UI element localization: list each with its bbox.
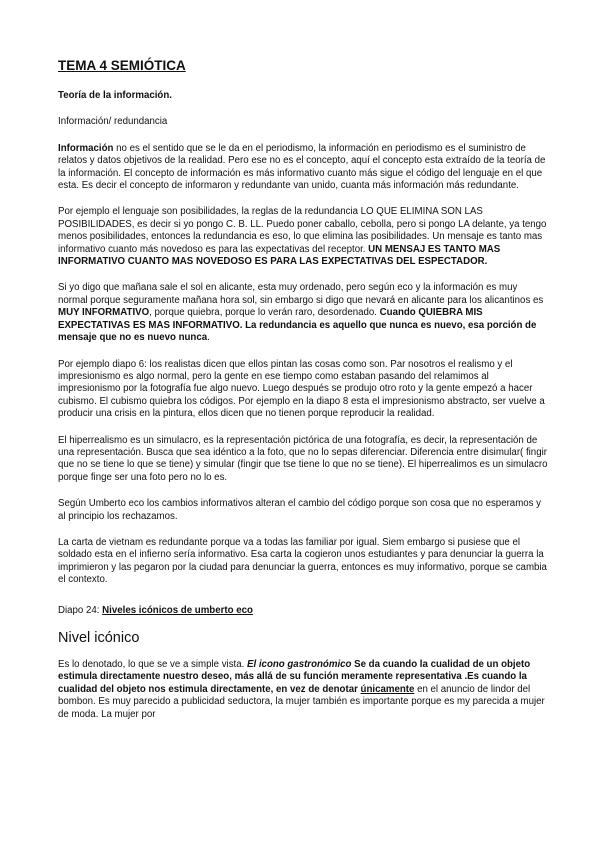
topic-line: Información/ redundancia xyxy=(58,116,168,128)
term-informacion: Información xyxy=(58,142,114,154)
paragraph-text: no es el sentido que se le da en el periodismo, la información en periodismo es el suministro de relatos y datos objetivos de la realidad. Pero ese no es el concepto, aquí el concepto esta extraído de la teoría de la información. El concepto de información es más informativo cuanto más sigue el código del lenguaje en el que esta. Es decir el concepto de informaron y redundante van unido, cuanta más información más redundante. xyxy=(58,142,546,192)
emphasis-text: El icono gastronómico xyxy=(247,659,352,670)
paragraph-text: , porque quiebra, porque lo verán raro, desordenado. xyxy=(149,307,380,319)
paragraph-text: en el anuncio de lindor del bombon. Es muy parecido a publicidad seductora, la mujer también es importante porque es my parecida a mujer de moda. La mujer por xyxy=(58,683,545,720)
paragraph-text: Es lo denotado, lo que se ve a simple vista. xyxy=(58,659,248,670)
paragraph-diapo-6: Por ejemplo diapo 6: los realistas dicen que ellos pintan las cosas como son. Par nosotros el realismo y el impresionismo es algo normal, pero la gente en ese tiempo como estaban pasando del relamimos al impresionismo por la fotografía fue algo nuevo. Luego después se produjo otro roto y la gente empezó a hacer cubismo. El cubismo quiebra los códigos. Por ejemplo en la diapo 8 esta el impresionismo abstracto, ser vuelve a producir una crisis en la pintura, ellos dicen que no tienen porque reproducir la realidad. xyxy=(58,358,545,420)
paragraph-text: Si yo digo que mañana sale el sol en alicante, esta muy ordenado, pero según eco y la información es muy normal porque seguramente mañana hora sol, sin embargo si digo que nevará en alicante para los alicantinos es xyxy=(58,282,544,306)
emphasis-text: únicamente xyxy=(360,683,415,695)
emphasis-text: MUY INFORMATIVO xyxy=(58,307,150,319)
paragraph-informacion xyxy=(58,143,548,193)
emphasis-text: Se da cuando la cualidad de un objeto estimula directamente nuestro deseo, más allá de su función meramente representativa .Es cuando la cualidad del objeto nos estimula directamente, en vez de denotar xyxy=(58,659,531,695)
paragraph-vietnam: La carta de vietnam es redundante porque va a todas las familiar por igual. Siem embargo si pusiese que el soldado esta en el infierno sería informativo. Esa carta la cogieron unos estudiantes y para denunciar la guerra la imprimieron y las pegaron por la ciudad para denunciar la guerra, entonces es muy informativo, porque se cambia el contexto. xyxy=(58,536,547,586)
nivel-iconico-heading: Nivel icónico xyxy=(58,630,140,646)
paragraph-nivel-iconico xyxy=(58,659,548,721)
paragraph-text: . xyxy=(207,332,210,344)
niveles-iconicos-link[interactable]: Niveles icónicos de umberto eco xyxy=(102,604,253,616)
section-subtitle: Teoría de la información. xyxy=(58,90,172,101)
paragraph-hiperrealismo: El hiperrealismo es un simulacro, es la representación pictórica de una fotografía, es decir, la representación de una representación. Busca que sea idéntico a la foto, que no lo sepas diferenciar. Diferencia entre disimular( fingir que no se tiene lo que se tiene) y simular (fingir que tse tiene lo que no se tiene). El hiperrealimos es un simulacro porque finge ser una foto pero no lo es. xyxy=(58,434,548,483)
paragraph-redundancia xyxy=(58,206,548,268)
emphasis-text: Cuando QUIEBRA MIS EXPECTATIVAS ES MAS INFORMATIVO. La redundancia es aquello que nunca es nuevo, esa porción de mensaje que no es nuevo nunca xyxy=(58,307,537,344)
page-title: TEMA 4 SEMIÓTICA xyxy=(58,58,186,73)
emphasis-text: UN MENSAJ ES TANTO MAS INFORMATIVO CUANTO MAS NOVEDOSO ES PARA LAS EXPECTATIVAS DEL ESPECTADOR. xyxy=(58,243,501,268)
paragraph-alicante xyxy=(58,282,548,344)
diapo-label: Diapo 24: xyxy=(58,604,103,616)
paragraph-umberto-eco: Según Umberto eco los cambios informativos alteran el cambio del código porque son cosa que no esperamos y al principio los rechazamos. xyxy=(58,498,542,522)
document-page xyxy=(58,58,548,721)
diapo-24-line xyxy=(58,605,548,617)
paragraph-text: Por ejemplo el lenguaje son posibilidades, la reglas de la redundancia LO QUE ELIMINA SON LAS POSIBILIDADES, es decir si yo pongo C. B. LL. Puedo poner caballo, cebolla, pero si pongo LA delante, ya tengo menos posibilidades, entonces la redundancia es eso, lo que elimina las posibilidades. Un mensaje es tanto mas informativo cuanto más novedoso es para las expectativas del receptor. xyxy=(58,206,547,255)
